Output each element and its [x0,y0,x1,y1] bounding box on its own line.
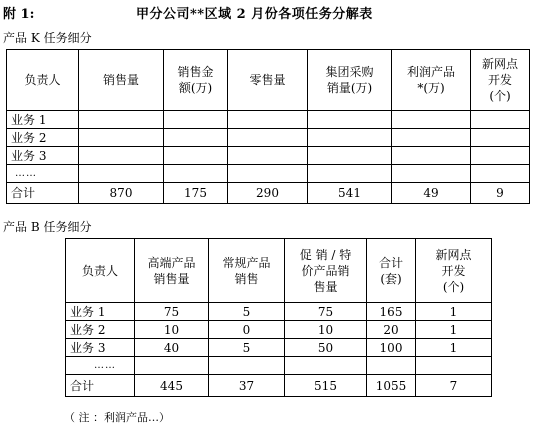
header-row [66,239,492,303]
value-cell: 1 [416,339,492,357]
column-header-line: 销量(万) [326,81,373,95]
owner-cell: …… [66,357,135,375]
column-header-line: 利润产品 [406,65,455,79]
table-row [66,303,492,321]
header-row [7,50,530,111]
value-cell: 165 [367,303,416,321]
value-cell [308,129,392,147]
value-cell: 100 [367,339,416,357]
table-row [7,147,530,165]
value-cell [164,147,228,165]
total-row [7,183,530,204]
column-header-line: 销售量 [102,73,139,87]
column-header-line: 促 销 / 特 [299,247,352,262]
column-header-line: 额(万) [178,81,213,95]
total-value: 290 [228,183,308,204]
column-header [367,239,416,303]
value-cell [392,147,471,165]
owner-cell: 业务 2 [66,321,135,339]
table-row [7,165,530,183]
value-cell: 50 [285,339,367,357]
owner-cell: 业务 1 [66,303,135,321]
owner-cell: …… [7,165,79,183]
value-cell [392,129,471,147]
value-cell [471,147,530,165]
owner-cell: 业务 3 [7,147,79,165]
column-header [66,239,135,303]
value-cell [135,357,209,375]
value-cell: 0 [209,321,285,339]
value-cell [392,165,471,183]
attachment-label: 附 1: [3,7,35,22]
total-value: 445 [135,375,209,397]
value-cell: 1 [416,303,492,321]
section-title-product-b: 产品 B 任务细分 [3,220,92,234]
value-cell [392,111,471,129]
total-value: 9 [471,183,530,204]
total-value: 515 [285,375,367,397]
column-header [135,239,209,303]
table-row [66,339,492,357]
value-cell [164,111,228,129]
column-header [7,50,79,111]
total-value: 7 [416,375,492,397]
table-row [66,321,492,339]
column-header-line: (个) [442,279,465,294]
total-value: 870 [79,183,164,204]
product-k-table [6,49,530,204]
owner-cell: 业务 1 [7,111,79,129]
value-cell: 75 [285,303,367,321]
value-cell: 1 [416,321,492,339]
total-label: 合计 [66,375,135,397]
value-cell: 10 [135,321,209,339]
column-header-line: 常规产品 [222,255,271,270]
column-header [285,239,367,303]
column-header-line: 新网点 [435,247,472,262]
value-cell [471,129,530,147]
value-cell: 10 [285,321,367,339]
value-cell [79,165,164,183]
column-header [79,50,164,111]
value-cell [79,147,164,165]
value-cell [228,111,308,129]
table-row [7,129,530,147]
column-header-line: 集团采购 [325,65,374,79]
value-cell [471,165,530,183]
product-b-table [65,238,492,397]
total-value: 37 [209,375,285,397]
value-cell: 5 [209,339,285,357]
value-cell [308,111,392,129]
column-header-line: *(万) [417,81,445,95]
column-header-line: 负责人 [81,263,118,278]
value-cell [308,165,392,183]
column-header-line: 售量 [313,279,338,294]
value-cell [471,111,530,129]
column-header [228,50,308,111]
total-value: 1055 [367,375,416,397]
page-title: 甲分公司**区域 2 月份各项任务分解表 [136,7,373,22]
value-cell: 75 [135,303,209,321]
value-cell [164,165,228,183]
column-header [209,239,285,303]
column-header [164,50,228,111]
column-header [416,239,492,303]
value-cell [79,111,164,129]
value-cell [285,357,367,375]
value-cell [79,129,164,147]
table-row [7,111,530,129]
value-cell [164,129,228,147]
column-header-line: 高端产品 [147,255,196,270]
value-cell [228,147,308,165]
owner-cell: 业务 2 [7,129,79,147]
total-value: 49 [392,183,471,204]
value-cell [228,129,308,147]
column-header-line: 开发 [441,263,466,278]
column-header-line: (套) [380,271,402,286]
owner-cell: 业务 3 [66,339,135,357]
column-header-line: 零售量 [249,73,286,87]
column-header-line: (个) [489,89,511,103]
column-header [308,50,392,111]
column-header-line: 销售金 [177,65,214,79]
column-header-line: 销售量 [153,271,190,286]
total-row [66,375,492,397]
total-value: 541 [308,183,392,204]
value-cell: 20 [367,321,416,339]
value-cell [228,165,308,183]
footnote: （ 注 ：利润产品…） [64,411,170,424]
total-value: 175 [164,183,228,204]
total-label: 合计 [7,183,79,204]
column-header-line: 开发 [487,73,512,87]
value-cell [308,147,392,165]
column-header-line: 价产品销 [301,263,350,278]
column-header-line: 新网点 [481,57,518,71]
document-header [3,3,547,23]
section-title-product-k: 产品 K 任务细分 [3,31,92,45]
value-cell [367,357,416,375]
value-cell [416,357,492,375]
value-cell: 5 [209,303,285,321]
column-header-line: 合计 [378,255,403,270]
value-cell [209,357,285,375]
column-header-line: 销售 [234,271,259,286]
column-header-line: 负责人 [24,73,61,87]
column-header [392,50,471,111]
column-header [471,50,530,111]
table-row [66,357,492,375]
value-cell: 40 [135,339,209,357]
